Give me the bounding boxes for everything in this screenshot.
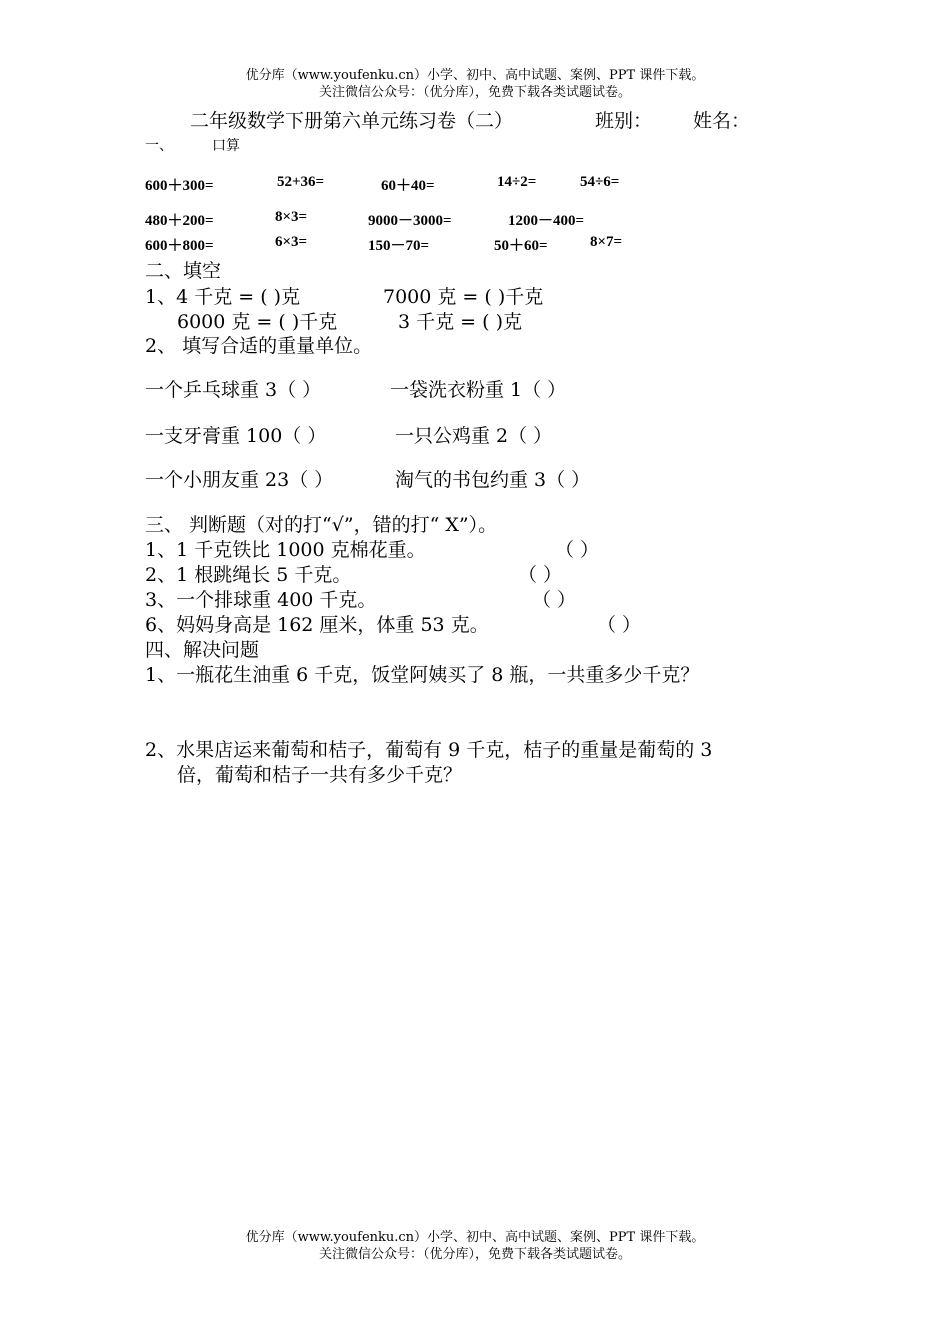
fill-item: 1、4 千克 = ( )克: [145, 286, 301, 308]
judge-item: 6、妈妈身高是 162 厘米，体重 53 克。: [145, 614, 489, 636]
word-problem-2-line-1: 2、水果店运来葡萄和桔子，葡萄有 9 千克，桔子的重量是葡萄的 3: [145, 739, 713, 761]
calc-item: 600＋300=: [145, 178, 214, 194]
section4-heading: 四、解决问题: [145, 639, 260, 661]
unit-item: 一个小朋友重 23（ ）: [145, 469, 334, 491]
fill-item: 6000 克 = ( )千克: [177, 311, 338, 333]
word-problem-1: 1、一瓶花生油重 6 千克，饭堂阿姨买了 8 瓶，一共重多少千克？: [145, 664, 700, 686]
judge-mark: （ ）: [518, 564, 563, 586]
calc-item: 8×7=: [590, 234, 623, 250]
calc-item: 14÷2=: [497, 174, 537, 190]
unit-item: 淘气的书包约重 3（ ）: [395, 469, 591, 491]
fill-question-2: 2、 填写合适的重量单位。: [145, 335, 373, 357]
judge-item: 1、1 千克铁比 1000 克棉花重。: [145, 539, 426, 561]
header-line-1: 优分库（www.youfenku.cn）小学、初中、高中试题、案例、PPT 课件下载。: [245, 68, 705, 83]
calc-item: 480＋200=: [145, 213, 214, 229]
judge-item: 2、1 根跳绳长 5 千克。: [145, 564, 352, 586]
calc-item: 60＋40=: [381, 178, 435, 194]
fill-item: 7000 克 = ( )千克: [383, 286, 544, 308]
page-title: 二年级数学下册第六单元练习卷（二）: [190, 110, 514, 132]
fill-item: 3 千克 = ( )克: [398, 311, 522, 333]
calc-item: 1200－400=: [508, 213, 585, 229]
section3-heading: 三、 判断题（对的打“√”，错的打“ X”）。: [145, 514, 498, 536]
judge-mark: （ ）: [597, 614, 642, 636]
calc-item: 50＋60=: [494, 238, 548, 254]
section1-number: 一、: [145, 138, 173, 154]
calc-item: 52+36=: [277, 174, 325, 190]
calc-item: 600＋800=: [145, 238, 214, 254]
unit-item: 一袋洗衣粉重 1（ ）: [390, 379, 567, 401]
calc-item: 8×3=: [275, 209, 308, 225]
footer-line-2: 关注微信公众号：（优分库），免费下载各类试题试卷。: [318, 1247, 631, 1262]
section2-heading: 二、填空: [145, 260, 222, 282]
judge-item: 3、一个排球重 400 千克。: [145, 589, 377, 611]
calc-item: 9000－3000=: [368, 213, 452, 229]
header-line-2: 关注微信公众号：（优分库），免费下载各类试题试卷。: [318, 85, 631, 100]
unit-item: 一支牙膏重 100（ ）: [145, 425, 327, 447]
judge-mark: （ ）: [555, 539, 600, 561]
word-problem-2-line-2: 倍，葡萄和桔子一共有多少千克？: [177, 764, 463, 786]
section1-heading: 口算: [212, 138, 240, 154]
unit-item: 一只公鸡重 2（ ）: [395, 425, 553, 447]
class-label: 班别：: [595, 110, 653, 132]
unit-item: 一个乒乓球重 3（ ）: [145, 379, 322, 401]
calc-item: 54÷6=: [580, 174, 620, 190]
judge-mark: （ ）: [532, 589, 577, 611]
calc-item: 6×3=: [275, 234, 308, 250]
footer-line-1: 优分库（www.youfenku.cn）小学、初中、高中试题、案例、PPT 课件下载。: [245, 1230, 705, 1245]
calc-item: 150－70=: [368, 238, 430, 254]
name-label: 姓名：: [693, 110, 751, 132]
